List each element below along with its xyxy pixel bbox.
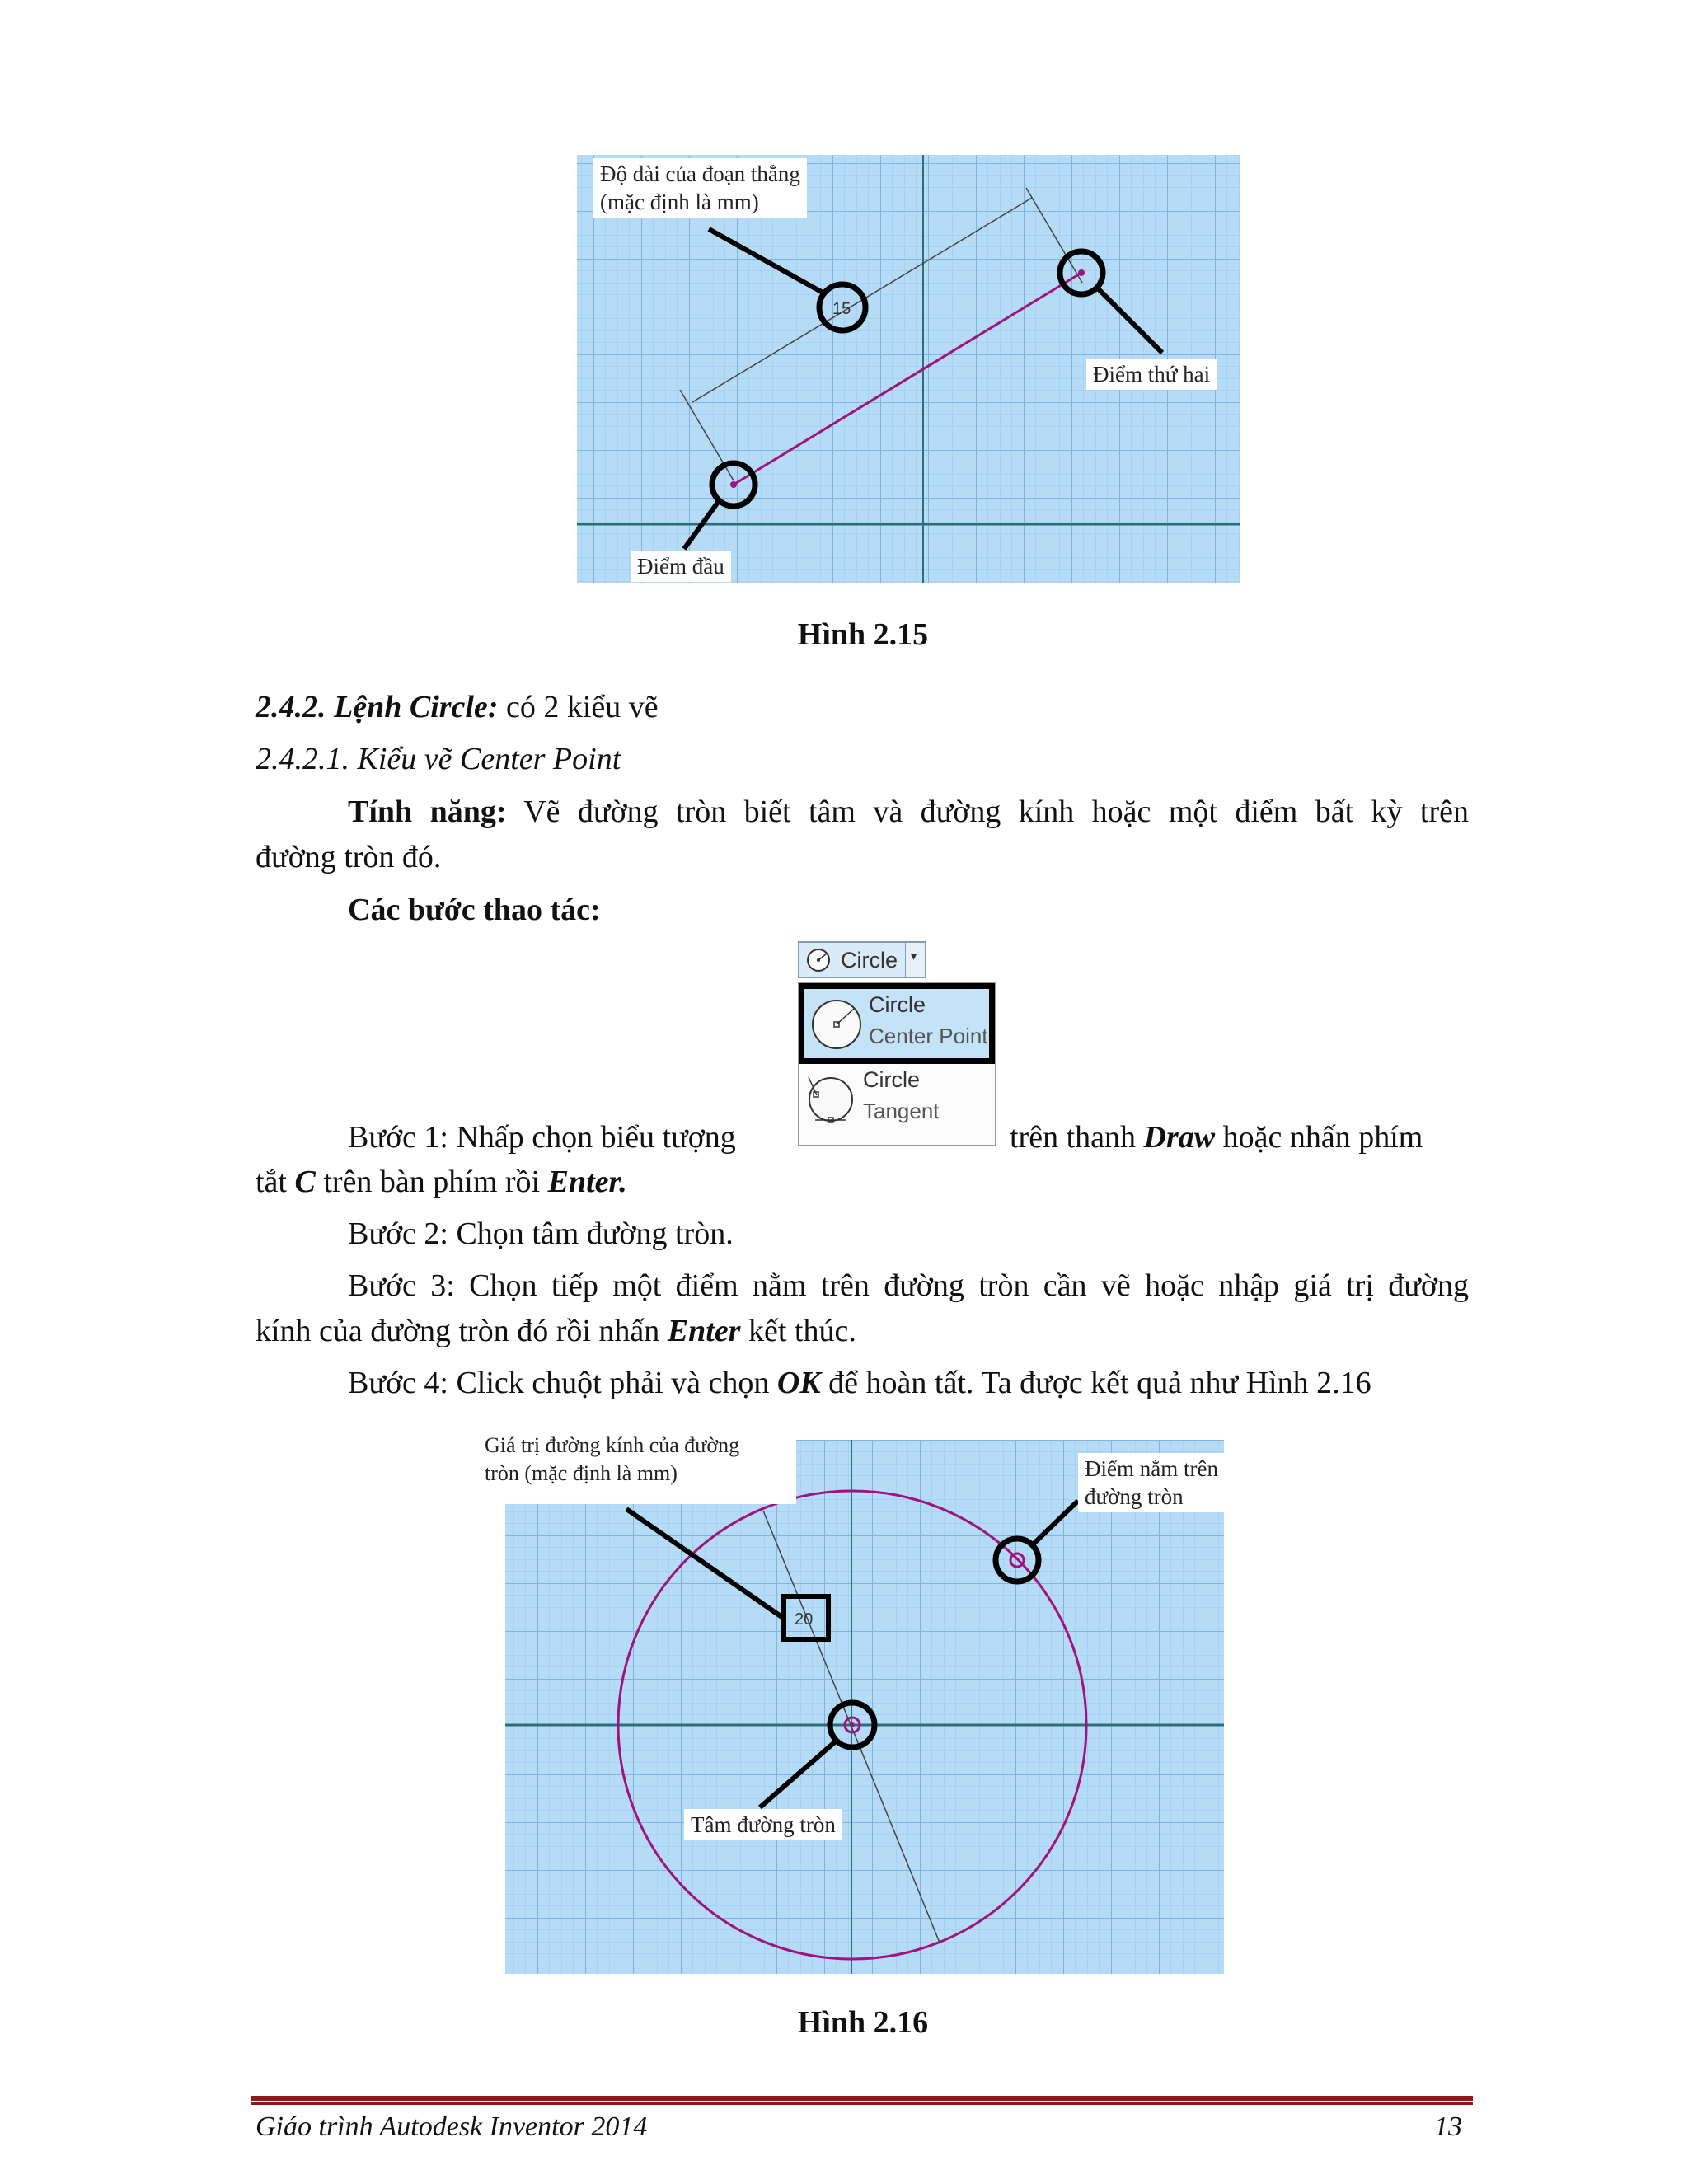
dropdown-arrow-button[interactable] [905,943,925,977]
figure-2-15-caption: Hình 2.15 [797,617,929,652]
tangent-circle-icon [804,1071,858,1125]
step3-line2: kính của đường tròn đó rồi nhấn Enter kết thúc. [256,1314,856,1348]
feature-line-1: Tính năng: Vẽ đường tròn biết tâm và đường kính hoặc một điểm bất kỳ trên [348,794,1470,829]
footer-book-title: Giáo trình Autodesk Inventor 2014 [256,2111,648,2142]
figure-2-16 [478,1430,1224,1974]
step2: Bước 2: Chọn tâm đường tròn. [348,1216,734,1251]
label-length: Độ dài của đoạn thẳng (mặc định là mm) [593,158,807,218]
step1-line2: tắt C trên bàn phím rồi Enter. [256,1165,627,1199]
step1-line1-right: trên thanh Draw hoặc nhấn phím [1010,1120,1423,1155]
footer-rule-thin [251,2102,1473,2105]
menu-panel [798,982,996,1146]
chevron-down-icon: ▾ [911,949,917,963]
menu-item-subtitle: Center Point [869,1024,988,1048]
menu-item-subtitle: Tangent [863,1099,940,1123]
dimension-value: 15 [832,300,851,318]
subsection-heading: 2.4.2.1. Kiểu vẽ Center Point [256,742,621,776]
menu-item-circle-center-point[interactable] [799,983,995,1064]
label-second-point: Điểm thứ hai [1086,359,1217,390]
feature-line-2: đường tròn đó. [256,840,442,874]
figure-2-16-caption: Hình 2.16 [797,2005,929,2040]
menu-item-title: Circle [869,992,926,1017]
figure-2-15 [577,155,1240,583]
circle-button-icon [804,946,832,974]
label-diameter: Giá trị đường kính của đường tròn (mặc định là mm) [478,1430,796,1504]
label-center: Tâm đường tròn [684,1809,842,1840]
circle-button[interactable] [798,941,926,978]
label-first-point: Điểm đầu [631,551,731,582]
section-heading: 2.4.2. Lệnh Circle: có 2 kiểu vẽ [256,690,659,724]
steps-heading: Các bước thao tác: [348,893,601,927]
label-point-on-circle: Điểm nằm trên đường tròn [1078,1453,1224,1512]
dimension-value: 20 [795,1610,814,1629]
menu-item-title: Circle [863,1067,921,1092]
step1-line1-left: Bước 1: Nhấp chọn biểu tượng [348,1120,736,1155]
circle-button-label: Circle [841,948,898,972]
menu-item-circle-tangent[interactable] [799,1064,995,1145]
footer-page-number: 13 [1434,2111,1462,2142]
step4: Bước 4: Click chuột phải và chọn OK để hoàn tất. Ta được kết quả như Hình 2.16 [348,1366,1372,1400]
center-point-circle-icon [809,997,864,1052]
circle-dropdown[interactable] [795,940,997,1147]
step3-line1: Bước 3: Chọn tiếp một điểm nằm trên đường tròn cần vẽ hoặc nhập giá trị đường [348,1268,1469,1303]
footer-rule-thick [251,2096,1473,2101]
